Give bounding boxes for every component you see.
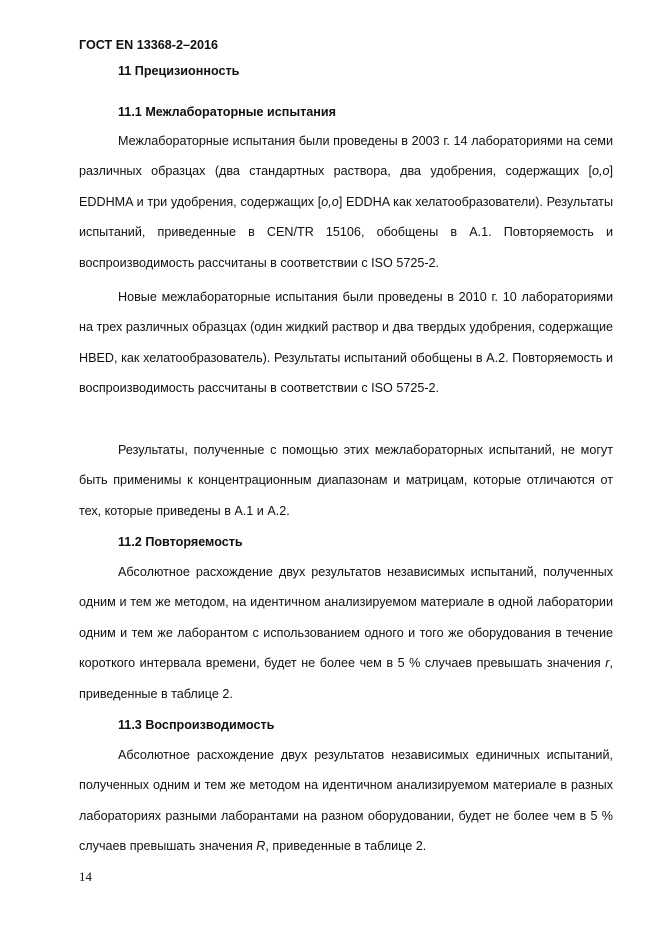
paragraph-11-1-first bbox=[79, 126, 613, 278]
section-title: 11 Прецизионность bbox=[118, 64, 240, 78]
text-fragment: Абсолютное расхождение двух результатов независимых единичных испытаний, полученных одним и тем же методом на идентичном анализируемом материале в разных лабораториях разными лаборантами на разном оборудовании, будет не более чем в 5 % случаев превышать значения bbox=[79, 748, 613, 854]
text-fragment: , приведенные в таблице 2. bbox=[265, 839, 427, 854]
italic-fragment: о,о bbox=[591, 164, 610, 179]
text-fragment: ] EDDHMA и три удобрения, содержащих [ bbox=[79, 164, 613, 209]
symbol-r: r bbox=[605, 656, 610, 671]
paragraph-11-2 bbox=[79, 557, 613, 709]
text-fragment: Межлабораторные испытания были проведены в 2003 г. 14 лабораториями на семи различных образцах (два стандартных раствора, два удобрения, содержащих [ bbox=[79, 134, 613, 179]
symbol-R: R bbox=[256, 839, 266, 854]
subsection-11-3-title: 11.3 Воспроизводимость bbox=[118, 718, 275, 732]
text-fragment: , приведенные в таблице 2. bbox=[79, 656, 613, 701]
document-code-header: ГОСТ EN 13368-2–2016 bbox=[79, 38, 218, 52]
subsection-11-2-title: 11.2 Повторяемость bbox=[118, 535, 243, 549]
text-fragment: ] EDDHA как хелатообразователи). Результаты испытаний, приведенные в CEN/TR 15106, обобщены в А.1. Повторяемость и воспроизводимость рассчитаны в соответствии с ISO 5725-2. bbox=[79, 194, 613, 270]
italic-fragment: о,о bbox=[321, 194, 339, 209]
text-fragment: Абсолютное расхождение двух результатов независимых испытаний, полученных одним и тем же методом, на идентичном анализируемом материале в одной лаборатории одним и тем же лаборантом с использованием одного и того же оборудования в течение короткого интервала времени, будет не более чем в 5 % случаев превышать значения bbox=[79, 565, 613, 671]
paragraph-11-1-third: Результаты, полученные с помощью этих межлабораторных испытаний, не могут быть применимы к концентрационным диапазонам и матрицам, которые отличаются от тех, которые приведены в А.1 и А.2. bbox=[79, 443, 613, 518]
subsection-11-1-title: 11.1 Межлабораторные испытания bbox=[118, 105, 336, 119]
paragraph-11-3 bbox=[79, 740, 613, 862]
page-number: 14 bbox=[79, 869, 92, 884]
paragraph-11-1-second: Новые межлабораторные испытания были проведены в 2010 г. 10 лабораториями на трех различных образцах (один жидкий раствор и два твердых удобрения, содержащие HBED, как хелатообразователь). Результаты испытаний обобщены в А.2. Повторяемость и воспроизводимость рассчитаны в соответствии с ISO 5725-2. bbox=[79, 290, 613, 396]
